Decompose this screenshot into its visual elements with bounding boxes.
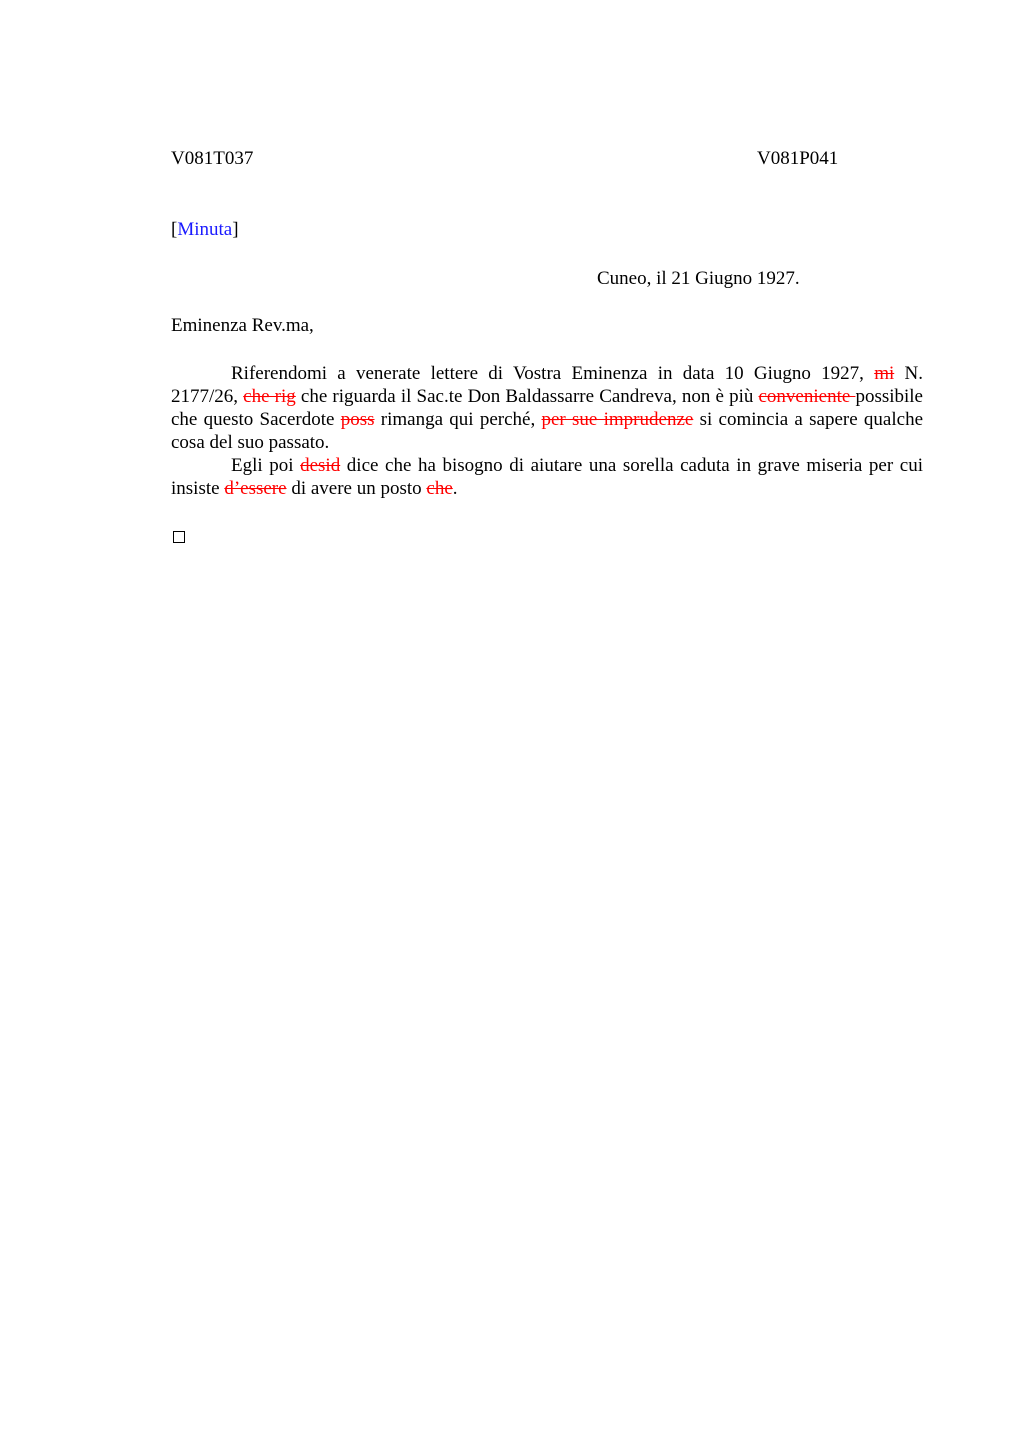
letter-body [171,362,923,500]
text-segment: rimanga qui perché, [374,409,542,430]
paragraph-2 [171,454,923,500]
text-segment: possibile che questo Sacerdote [171,386,923,430]
text-segment: . [452,478,458,499]
deleted-text: mi [874,363,895,384]
text-segment: dice che ha bisogno di aiutare una sorella caduta in grave miseria per cui insiste [171,455,923,499]
document-code-left: V081T037 [171,148,254,169]
document-code-right: V081P041 [757,148,839,169]
minuta-word: Minuta [177,219,233,240]
deleted-text: conveniente [758,386,856,407]
deleted-text: che [426,478,453,499]
deleted-text: desid [300,455,341,476]
deleted-text: per sue imprudenze [541,409,694,430]
deleted-text: che rig [243,386,296,407]
text-segment: che riguarda il Sac.te Don Baldassarre Candreva, non è più [295,386,759,407]
open-bracket: [ [171,219,178,240]
date-line: Cuneo, il 21 Giugno 1927. [597,268,800,289]
text-segment: N. 2177/26, [171,363,923,407]
salutation: Eminenza Rev.ma, [171,315,314,336]
text-segment: Riferendomi a venerate lettere di Vostra Eminenza in data 10 Giugno 1927, [231,363,875,384]
paragraph-1 [171,362,923,454]
text-segment: Egli poi [231,455,301,476]
text-segment: si comincia a sapere qualche cosa del suo passato. [171,409,924,453]
deleted-text: poss [340,409,375,430]
close-bracket: ] [232,219,239,240]
deleted-text: d’essere [224,478,287,499]
empty-square-icon [173,531,185,543]
minuta-label [171,218,239,241]
text-segment: di avere un posto [286,478,427,499]
